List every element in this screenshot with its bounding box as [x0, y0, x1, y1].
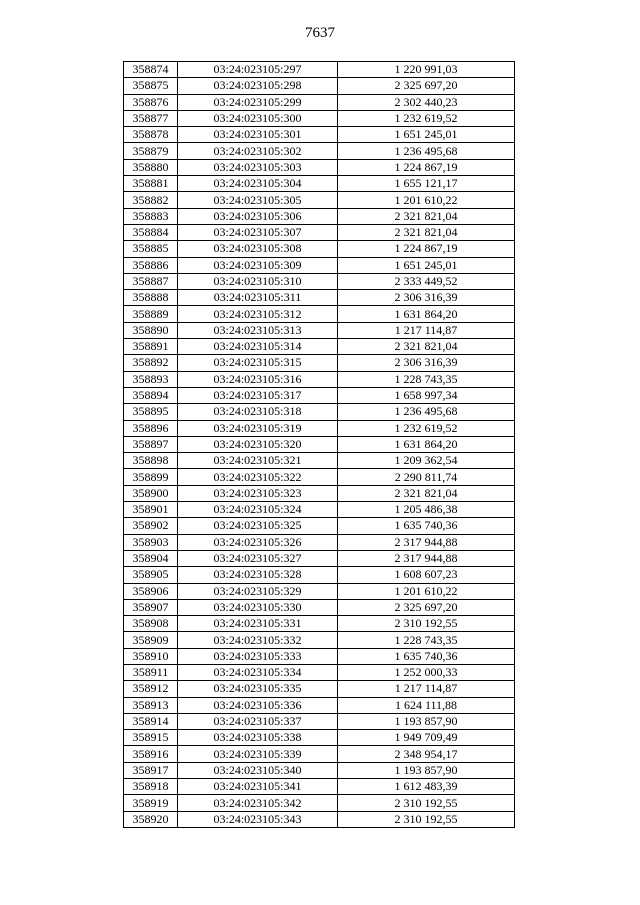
table-row [124, 762, 515, 778]
row-number-cell: 358891 [124, 339, 178, 355]
table-row [124, 110, 515, 126]
cadastral-value-cell: 2 325 697,20 [338, 78, 515, 94]
table-row [124, 273, 515, 289]
cadastral-number-cell: 03:24:023105:324 [178, 502, 338, 518]
row-number-cell: 358895 [124, 404, 178, 420]
row-number-cell: 358888 [124, 290, 178, 306]
row-number-cell: 358876 [124, 94, 178, 110]
cadastral-number-cell: 03:24:023105:339 [178, 746, 338, 762]
cadastral-number-cell: 03:24:023105:338 [178, 730, 338, 746]
row-number-cell: 358908 [124, 616, 178, 632]
table-row [124, 583, 515, 599]
cadastral-value-cell: 1 228 743,35 [338, 632, 515, 648]
row-number-cell: 358903 [124, 534, 178, 550]
row-number-cell: 358883 [124, 208, 178, 224]
row-number-cell: 358892 [124, 355, 178, 371]
cadastral-number-cell: 03:24:023105:319 [178, 420, 338, 436]
cadastral-value-cell: 1 220 991,03 [338, 62, 515, 78]
cadastral-number-cell: 03:24:023105:318 [178, 404, 338, 420]
cadastral-number-cell: 03:24:023105:331 [178, 616, 338, 632]
cadastral-number-cell: 03:24:023105:340 [178, 762, 338, 778]
table-body [124, 62, 515, 828]
table-row [124, 664, 515, 680]
cadastral-number-cell: 03:24:023105:323 [178, 485, 338, 501]
cadastral-number-cell: 03:24:023105:342 [178, 795, 338, 811]
cadastral-value-cell: 1 228 743,35 [338, 371, 515, 387]
table-row [124, 746, 515, 762]
table-row [124, 355, 515, 371]
row-number-cell: 358885 [124, 241, 178, 257]
table-row [124, 127, 515, 143]
cadastral-value-cell: 2 348 954,17 [338, 746, 515, 762]
table-row [124, 94, 515, 110]
cadastral-value-cell: 2 321 821,04 [338, 485, 515, 501]
cadastral-value-cell: 1 224 867,19 [338, 241, 515, 257]
row-number-cell: 358917 [124, 762, 178, 778]
cadastral-value-cell: 1 651 245,01 [338, 127, 515, 143]
cadastral-number-cell: 03:24:023105:305 [178, 192, 338, 208]
table-row [124, 550, 515, 566]
row-number-cell: 358919 [124, 795, 178, 811]
row-number-cell: 358918 [124, 779, 178, 795]
cadastral-number-cell: 03:24:023105:327 [178, 550, 338, 566]
row-number-cell: 358900 [124, 485, 178, 501]
table-row [124, 469, 515, 485]
cadastral-value-cell: 1 655 121,17 [338, 176, 515, 192]
cadastral-value-cell: 2 310 192,55 [338, 811, 515, 827]
row-number-cell: 358886 [124, 257, 178, 273]
page-number: 7637 [305, 25, 335, 41]
table-row [124, 795, 515, 811]
table-row [124, 485, 515, 501]
cadastral-number-cell: 03:24:023105:303 [178, 159, 338, 175]
row-number-cell: 358881 [124, 176, 178, 192]
table-row [124, 632, 515, 648]
cadastral-value-cell: 1 193 857,90 [338, 762, 515, 778]
table-row [124, 339, 515, 355]
row-number-cell: 358916 [124, 746, 178, 762]
cadastral-number-cell: 03:24:023105:310 [178, 273, 338, 289]
cadastral-number-cell: 03:24:023105:312 [178, 306, 338, 322]
row-number-cell: 358874 [124, 62, 178, 78]
cadastral-value-cell: 1 201 610,22 [338, 192, 515, 208]
cadastral-value-cell: 1 236 495,68 [338, 404, 515, 420]
row-number-cell: 358906 [124, 583, 178, 599]
cadastral-value-cell: 2 302 440,23 [338, 94, 515, 110]
table-row [124, 453, 515, 469]
cadastral-value-cell: 2 306 316,39 [338, 290, 515, 306]
table-row [124, 322, 515, 338]
cadastral-number-cell: 03:24:023105:328 [178, 567, 338, 583]
table-row [124, 192, 515, 208]
row-number-cell: 358902 [124, 518, 178, 534]
cadastral-number-cell: 03:24:023105:341 [178, 779, 338, 795]
table-row [124, 241, 515, 257]
row-number-cell: 358914 [124, 713, 178, 729]
row-number-cell: 358896 [124, 420, 178, 436]
row-number-cell: 358913 [124, 697, 178, 713]
cadastral-value-cell: 2 310 192,55 [338, 795, 515, 811]
cadastral-number-cell: 03:24:023105:322 [178, 469, 338, 485]
cadastral-number-cell: 03:24:023105:335 [178, 681, 338, 697]
cadastral-number-cell: 03:24:023105:314 [178, 339, 338, 355]
table-row [124, 599, 515, 615]
cadastral-value-cell: 1 205 486,38 [338, 502, 515, 518]
cadastral-number-cell: 03:24:023105:313 [178, 322, 338, 338]
cadastral-value-cell: 2 333 449,52 [338, 273, 515, 289]
cadastral-value-cell: 2 310 192,55 [338, 616, 515, 632]
cadastral-value-cell: 2 306 316,39 [338, 355, 515, 371]
table-row [124, 779, 515, 795]
table-row [124, 502, 515, 518]
row-number-cell: 358912 [124, 681, 178, 697]
cadastral-number-cell: 03:24:023105:325 [178, 518, 338, 534]
table-row [124, 730, 515, 746]
row-number-cell: 358887 [124, 273, 178, 289]
cadastral-value-cell: 1 232 619,52 [338, 110, 515, 126]
row-number-cell: 358909 [124, 632, 178, 648]
cadastral-number-cell: 03:24:023105:334 [178, 664, 338, 680]
cadastral-value-cell: 1 224 867,19 [338, 159, 515, 175]
table-row [124, 534, 515, 550]
cadastral-value-cell: 1 608 607,23 [338, 567, 515, 583]
table-row [124, 436, 515, 452]
table-row [124, 697, 515, 713]
table-row [124, 290, 515, 306]
table-row [124, 567, 515, 583]
cadastral-number-cell: 03:24:023105:300 [178, 110, 338, 126]
cadastral-value-cell: 2 317 944,88 [338, 550, 515, 566]
table-row [124, 420, 515, 436]
cadastral-value-cell: 1 209 362,54 [338, 453, 515, 469]
table-row [124, 224, 515, 240]
cadastral-number-cell: 03:24:023105:311 [178, 290, 338, 306]
cadastral-number-cell: 03:24:023105:320 [178, 436, 338, 452]
row-number-cell: 358890 [124, 322, 178, 338]
row-number-cell: 358877 [124, 110, 178, 126]
cadastral-number-cell: 03:24:023105:304 [178, 176, 338, 192]
row-number-cell: 358904 [124, 550, 178, 566]
table-row [124, 404, 515, 420]
cadastral-value-cell: 1 658 997,34 [338, 387, 515, 403]
row-number-cell: 358911 [124, 664, 178, 680]
cadastral-value-cell: 1 635 740,36 [338, 648, 515, 664]
cadastral-value-cell: 2 321 821,04 [338, 339, 515, 355]
cadastral-number-cell: 03:24:023105:317 [178, 387, 338, 403]
cadastral-number-cell: 03:24:023105:297 [178, 62, 338, 78]
row-number-cell: 358915 [124, 730, 178, 746]
cadastral-number-cell: 03:24:023105:321 [178, 453, 338, 469]
cadastral-number-cell: 03:24:023105:326 [178, 534, 338, 550]
table-row [124, 143, 515, 159]
table-row [124, 208, 515, 224]
row-number-cell: 358901 [124, 502, 178, 518]
cadastral-value-cell: 1 193 857,90 [338, 713, 515, 729]
table-row [124, 811, 515, 827]
row-number-cell: 358907 [124, 599, 178, 615]
row-number-cell: 358898 [124, 453, 178, 469]
table-row [124, 648, 515, 664]
cadastral-value-cell: 2 321 821,04 [338, 224, 515, 240]
cadastral-value-cell: 1 635 740,36 [338, 518, 515, 534]
cadastral-value-cell: 1 217 114,87 [338, 322, 515, 338]
cadastral-number-cell: 03:24:023105:343 [178, 811, 338, 827]
table-row [124, 518, 515, 534]
table-row [124, 159, 515, 175]
cadastral-number-cell: 03:24:023105:337 [178, 713, 338, 729]
row-number-cell: 358879 [124, 143, 178, 159]
cadastral-number-cell: 03:24:023105:332 [178, 632, 338, 648]
cadastral-value-cell: 1 232 619,52 [338, 420, 515, 436]
table-row [124, 681, 515, 697]
row-number-cell: 358880 [124, 159, 178, 175]
cadastral-number-cell: 03:24:023105:309 [178, 257, 338, 273]
cadastral-number-cell: 03:24:023105:306 [178, 208, 338, 224]
row-number-cell: 358875 [124, 78, 178, 94]
cadastral-value-cell: 1 949 709,49 [338, 730, 515, 746]
cadastral-number-cell: 03:24:023105:299 [178, 94, 338, 110]
row-number-cell: 358905 [124, 567, 178, 583]
cadastral-number-cell: 03:24:023105:315 [178, 355, 338, 371]
cadastral-value-cell: 2 290 811,74 [338, 469, 515, 485]
table-row [124, 616, 515, 632]
cadastral-value-cell: 1 624 111,88 [338, 697, 515, 713]
cadastral-number-cell: 03:24:023105:333 [178, 648, 338, 664]
cadastral-value-cell: 1 236 495,68 [338, 143, 515, 159]
table-row [124, 78, 515, 94]
row-number-cell: 358882 [124, 192, 178, 208]
cadastral-value-cell: 2 321 821,04 [338, 208, 515, 224]
table-row [124, 387, 515, 403]
table-row [124, 713, 515, 729]
cadastral-value-cell: 1 612 483,39 [338, 779, 515, 795]
row-number-cell: 358894 [124, 387, 178, 403]
cadastral-number-cell: 03:24:023105:329 [178, 583, 338, 599]
cadastral-value-cell: 2 325 697,20 [338, 599, 515, 615]
cadastral-number-cell: 03:24:023105:302 [178, 143, 338, 159]
row-number-cell: 358893 [124, 371, 178, 387]
cadastral-number-cell: 03:24:023105:301 [178, 127, 338, 143]
table-row [124, 306, 515, 322]
cadastral-value-cell: 2 317 944,88 [338, 534, 515, 550]
row-number-cell: 358884 [124, 224, 178, 240]
cadastral-number-cell: 03:24:023105:336 [178, 697, 338, 713]
table-row [124, 371, 515, 387]
row-number-cell: 358899 [124, 469, 178, 485]
cadastral-value-cell: 1 217 114,87 [338, 681, 515, 697]
cadastral-value-cell: 1 252 000,33 [338, 664, 515, 680]
table-row [124, 257, 515, 273]
row-number-cell: 358897 [124, 436, 178, 452]
cadastral-number-cell: 03:24:023105:307 [178, 224, 338, 240]
row-number-cell: 358910 [124, 648, 178, 664]
row-number-cell: 358920 [124, 811, 178, 827]
cadastral-number-cell: 03:24:023105:316 [178, 371, 338, 387]
cadastral-value-cell: 1 631 864,20 [338, 306, 515, 322]
table-row [124, 62, 515, 78]
table-row [124, 176, 515, 192]
cadastral-value-cell: 1 651 245,01 [338, 257, 515, 273]
cadastral-value-cell: 1 631 864,20 [338, 436, 515, 452]
cadastral-value-cell: 1 201 610,22 [338, 583, 515, 599]
row-number-cell: 358889 [124, 306, 178, 322]
cadastral-number-cell: 03:24:023105:308 [178, 241, 338, 257]
row-number-cell: 358878 [124, 127, 178, 143]
cadastral-number-cell: 03:24:023105:330 [178, 599, 338, 615]
cadastral-number-cell: 03:24:023105:298 [178, 78, 338, 94]
cadastral-value-table [123, 61, 515, 828]
